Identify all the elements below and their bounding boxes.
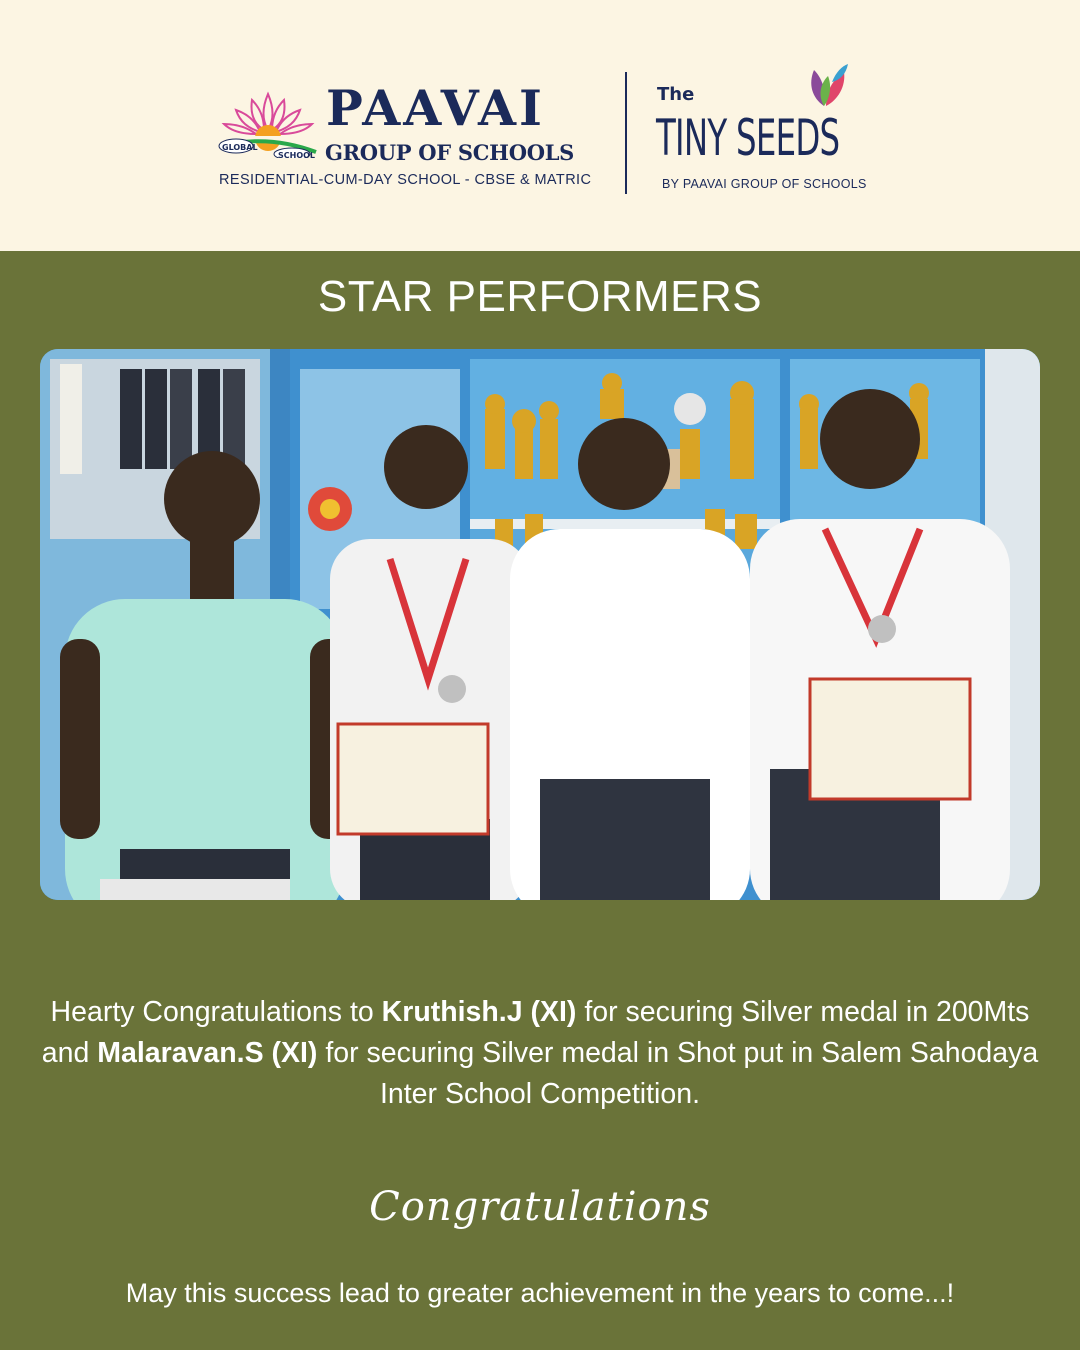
footer-message: May this success lead to greater achievement in the years to come...!	[125, 1278, 955, 1308]
paavai-logo	[216, 79, 592, 194]
logo-divider	[625, 72, 627, 194]
paavai-name: PAAVAI	[326, 79, 545, 137]
badge-school-label: SCHOOL	[278, 151, 316, 160]
award-photo	[40, 349, 1040, 900]
message-part1: Hearty Congratulations to	[50, 996, 382, 1028]
tiny-seeds-the: The	[657, 84, 695, 105]
badge-global-label: GLOBAL	[222, 143, 258, 152]
congratulations-message	[30, 992, 1050, 1115]
message-part2: for securing Silver medal in 200Mts and	[41, 996, 1030, 1069]
tiny-seeds-name: TINY SEEDS	[656, 109, 840, 167]
message-part3: for securing Silver medal in Shot put in Salem Sahodaya Inter School Competition.	[317, 1037, 1039, 1110]
page-title: STAR PERFORMERS	[317, 272, 763, 321]
paavai-group: GROUP OF SCHOOLS	[325, 140, 575, 165]
leaves-icon	[804, 62, 848, 110]
header-band	[0, 0, 1080, 251]
paavai-tagline: RESIDENTIAL-CUM-DAY SCHOOL - CBSE & MATRIC	[219, 172, 592, 188]
student-name-1: Kruthish.J (XI)	[381, 996, 577, 1028]
student-name-2: Malaravan.S (XI)	[97, 1037, 318, 1069]
congratulations-script: Congratulations	[369, 1184, 711, 1230]
tiny-seeds-byline: BY PAAVAI GROUP OF SCHOOLS	[662, 177, 867, 191]
